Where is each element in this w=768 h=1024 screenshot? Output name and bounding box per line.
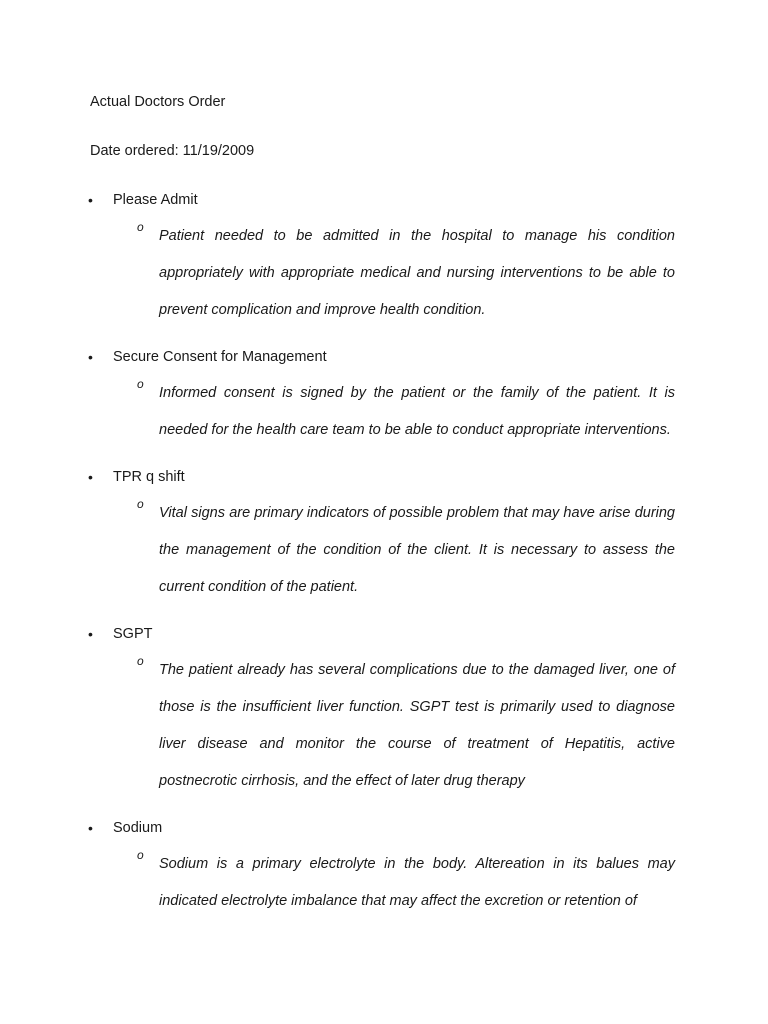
order-rationale — [0, 652, 768, 800]
rationale-text: Vital signs are primary indicators of possible problem that may have arise during the management of the condition of the client. It is necessary to assess the current condition of the patient. — [159, 505, 675, 595]
rationale-text: The patient already has several complications due to the damaged liver, one of those is the insufficient liver function. SGPT test is primarily used to diagnose liver disease and monitor the course of treatment of Hepatitis, active postnecrotic cirrhosis, and the effect of later drug therapy — [159, 662, 675, 789]
bullet-icon: • — [88, 192, 93, 208]
order-heading: Sodium — [113, 820, 163, 836]
order-item — [0, 191, 768, 329]
orders-list — [0, 191, 768, 939]
sub-bullet-icon: o — [137, 497, 144, 511]
order-item — [0, 348, 768, 449]
date-value: 11/19/2009 — [182, 143, 255, 159]
bullet-icon: • — [88, 349, 93, 365]
sub-bullet-icon: o — [137, 848, 144, 862]
bullet-icon: • — [88, 626, 93, 642]
sub-bullet-icon: o — [137, 377, 144, 391]
order-rationale — [0, 846, 768, 920]
order-item — [0, 625, 768, 800]
order-item — [0, 468, 768, 606]
bullet-icon: • — [88, 820, 93, 836]
sub-bullet-icon: o — [137, 220, 144, 234]
rationale-text: Informed consent is signed by the patient or the family of the patient. It is needed for the health care team to be able to conduct appropriate interventions. — [159, 385, 675, 438]
rationale-text: Sodium is a primary electrolyte in the body. Altereation in its balues may indicated electrolyte imbalance that may affect the excretion or retention of — [159, 856, 675, 909]
order-heading: Please Admit — [113, 192, 198, 208]
bullet-icon: • — [88, 469, 93, 485]
date-ordered — [90, 142, 254, 160]
order-heading: TPR q shift — [113, 469, 185, 485]
order-heading: Secure Consent for Management — [113, 349, 327, 365]
document-title: Actual Doctors Order — [90, 94, 226, 110]
rationale-text: Patient needed to be admitted in the hospital to manage his condition appropriately with appropriate medical and nursing interventions to be able to prevent complication and improve health condition. — [159, 228, 675, 318]
order-rationale — [0, 218, 768, 329]
order-item — [0, 819, 768, 920]
sub-bullet-icon: o — [137, 654, 144, 668]
order-heading: SGPT — [113, 626, 153, 642]
order-rationale — [0, 375, 768, 449]
order-rationale — [0, 495, 768, 606]
date-label: Date ordered: — [90, 143, 179, 159]
